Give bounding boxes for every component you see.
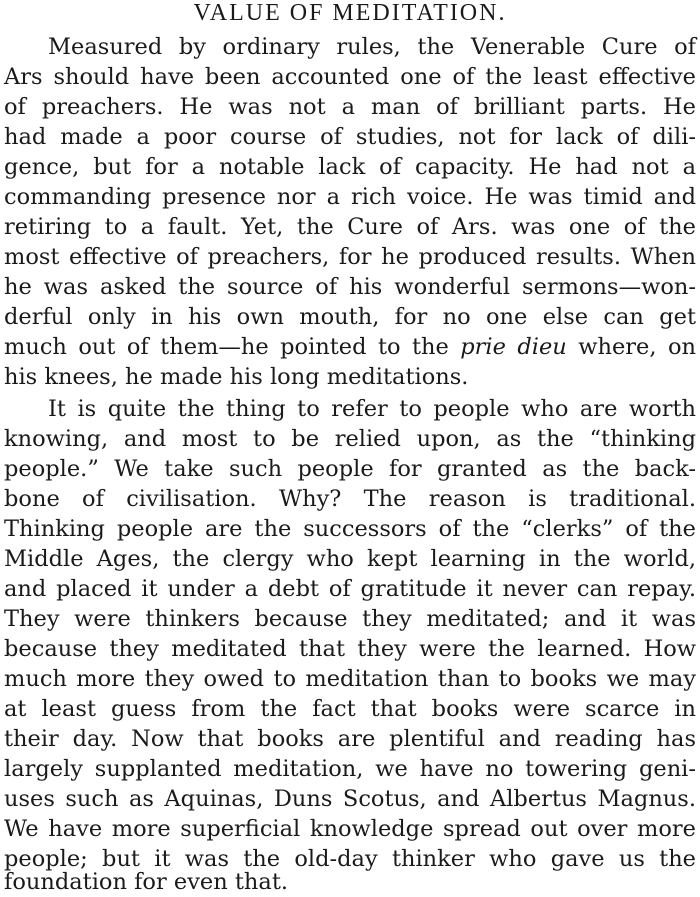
text-line: had made a poor course of studies, not for lack of dili- bbox=[4, 124, 696, 150]
text-line bbox=[4, 332, 696, 362]
text-line: foundation for even that. bbox=[4, 869, 289, 895]
text-run: much out of them—he pointed to the bbox=[4, 334, 461, 360]
text-line: We have more superficial knowledge spread out over more bbox=[4, 816, 696, 842]
text-line: uses such as Aquinas, Duns Scotus, and Albertus Magnus. bbox=[4, 786, 696, 812]
text-line: largely supplanted meditation, we have no towering geni- bbox=[4, 756, 696, 782]
text-line: gence, but for a notable lack of capacity. He had not a bbox=[4, 154, 696, 180]
text-line: and placed it under a debt of gratitude it never can repay. bbox=[4, 576, 696, 602]
text-line: because they meditated that they were the learned. How bbox=[4, 636, 696, 662]
italic-phrase: prie dieu bbox=[460, 334, 567, 360]
text-line: Middle Ages, the clergy who kept learning in the world, bbox=[4, 546, 696, 572]
text-line: people; but it was the old-day thinker who gave us the bbox=[4, 846, 696, 872]
text-line: retiring to a fault. Yet, the Cure of Ars. was one of the bbox=[4, 214, 696, 240]
text-line: bone of civilisation. Why? The reason is traditional. bbox=[4, 486, 696, 512]
text-line: Measured by ordinary rules, the Venerable Cure of bbox=[48, 34, 696, 60]
text-line: much more they owed to meditation than to books we may bbox=[4, 666, 696, 692]
text-line: he was asked the source of his wonderful sermons—won- bbox=[4, 274, 696, 300]
text-line: of preachers. He was not a man of brilliant parts. He bbox=[4, 94, 696, 120]
text-line: derful only in his own mouth, for no one else can get bbox=[4, 304, 696, 330]
text-run: where, on bbox=[566, 334, 696, 360]
text-line: Ars should have been accounted one of the least effective bbox=[4, 64, 696, 90]
text-line: They were thinkers because they meditated; and it was bbox=[4, 606, 696, 632]
text-line: It is quite the thing to refer to people who are worth bbox=[48, 396, 696, 422]
text-line: most effective of preachers, for he produced results. When bbox=[4, 244, 696, 270]
text-line: knowing, and most to be relied upon, as the “thinking bbox=[4, 426, 696, 452]
text-line: at least guess from the fact that books were scarce in bbox=[4, 696, 696, 722]
text-line: commanding presence nor a rich voice. He was timid and bbox=[4, 184, 696, 210]
text-line: their day. Now that books are plentiful and reading has bbox=[4, 726, 696, 752]
text-line: Thinking people are the successors of the “clerks” of the bbox=[4, 516, 696, 542]
article-title: VALUE OF MEDITATION. bbox=[193, 0, 507, 26]
text-line: his knees, he made his long meditations. bbox=[4, 364, 469, 390]
text-line: people.” We take such people for granted as the back- bbox=[4, 456, 696, 482]
